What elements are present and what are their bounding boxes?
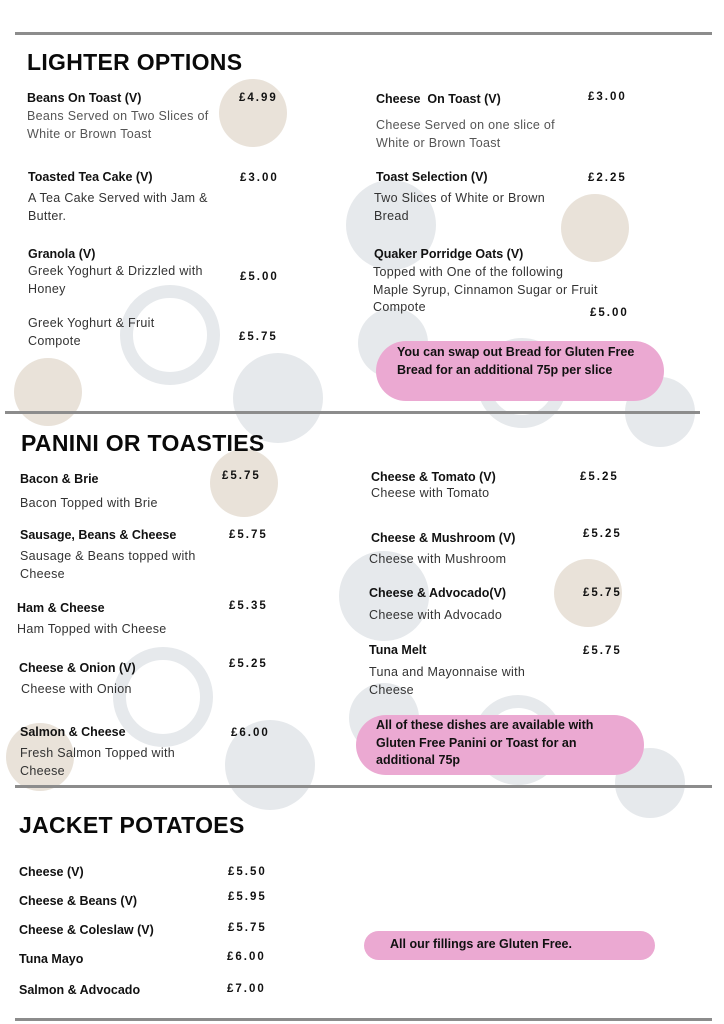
section-title: PANINI OR TOASTIES — [21, 430, 265, 456]
item-description: Fresh Salmon Topped with Cheese — [20, 746, 175, 778]
item-price: £4.99 — [239, 92, 278, 104]
decor-dot — [210, 449, 278, 517]
item-name: Cheese & Mushroom (V) — [371, 531, 516, 545]
item-price: £5.25 — [229, 658, 268, 670]
item-description: Ham Topped with Cheese — [17, 622, 167, 636]
item-price: £6.00 — [227, 951, 266, 963]
item-description: Topped with One of the following Maple Syrup, Cinnamon Sugar or Fruit Compote — [373, 265, 598, 314]
decor-dot — [14, 358, 82, 426]
decor-dot — [219, 79, 287, 147]
item-price: £6.00 — [231, 727, 270, 739]
item-name: Toast Selection (V) — [376, 170, 488, 184]
gluten-free-note: All our fillings are Gluten Free. — [364, 931, 655, 960]
item-name: Quaker Porridge Oats (V) — [374, 247, 524, 261]
item-price: £2.25 — [588, 172, 627, 184]
item-price: £7.00 — [227, 983, 266, 995]
section-title: JACKET POTATOES — [19, 812, 245, 838]
item-description: Cheese with Tomato — [371, 486, 490, 500]
item-name: Toasted Tea Cake (V) — [28, 170, 153, 184]
item-name: Cheese (V) — [19, 865, 84, 879]
item-name: Cheese On Toast (V) — [376, 92, 501, 106]
item-price: £3.00 — [588, 91, 627, 103]
item-description: Cheese with Mushroom — [369, 552, 507, 566]
section-title: LIGHTER OPTIONS — [27, 49, 243, 75]
item-name: Ham & Cheese — [17, 601, 105, 615]
item-price: £5.75 — [583, 587, 622, 599]
item-description: Greek Yoghurt & Drizzled with Honey — [28, 264, 203, 296]
item-name: Sausage, Beans & Cheese — [20, 528, 177, 542]
item-description: Cheese with Onion — [21, 682, 132, 696]
divider — [15, 785, 712, 788]
item-price: £5.00 — [240, 271, 279, 283]
item-price: £5.75 — [228, 922, 267, 934]
item-description: Beans Served on Two Slices of White or Brown Toast — [27, 109, 209, 141]
item-description: Sausage & Beans topped with Cheese — [20, 549, 196, 581]
item-price: £5.95 — [228, 891, 267, 903]
item-price: £5.25 — [583, 528, 622, 540]
item-price: £5.75 — [222, 470, 261, 482]
divider — [15, 32, 712, 35]
item-name: Cheese & Advocado(V) — [369, 586, 507, 600]
item-price: £5.35 — [229, 600, 268, 612]
item-description: Two Slices of White or Brown Bread — [374, 191, 545, 223]
item-price: £3.00 — [240, 172, 279, 184]
item-name: Beans On Toast (V) — [27, 91, 142, 105]
item-price: £5.00 — [590, 307, 629, 319]
item-description: Bacon Topped with Brie — [20, 496, 158, 510]
gluten-free-note: All of these dishes are available with Gluten Free Panini or Toast for an additional 75p — [356, 715, 644, 775]
item-price: £5.25 — [580, 471, 619, 483]
item-name: Bacon & Brie — [20, 472, 99, 486]
item-name: Cheese & Beans (V) — [19, 894, 138, 908]
item-price: £5.75 — [239, 331, 278, 343]
gluten-free-note: You can swap out Bread for Gluten Free Bread for an additional 75p per slice — [376, 341, 664, 401]
item-name: Cheese & Onion (V) — [19, 661, 136, 675]
item-price: £5.75 — [583, 645, 622, 657]
item-description: Greek Yoghurt & Fruit Compote — [28, 316, 155, 348]
item-name: Granola (V) — [28, 247, 96, 261]
item-description: Cheese with Advocado — [369, 608, 503, 622]
item-description: Cheese Served on one slice of White or Brown Toast — [376, 118, 555, 150]
item-name: Cheese & Coleslaw (V) — [19, 923, 154, 937]
divider — [5, 411, 700, 414]
item-name: Tuna Melt — [369, 643, 427, 657]
item-name: Salmon & Cheese — [20, 725, 126, 739]
item-price: £5.75 — [229, 529, 268, 541]
item-name: Cheese & Tomato (V) — [371, 470, 496, 484]
item-description: A Tea Cake Served with Jam & Butter. — [28, 191, 208, 223]
item-price: £5.50 — [228, 866, 267, 878]
item-description: Tuna and Mayonnaise with Cheese — [369, 665, 526, 697]
item-name: Tuna Mayo — [19, 952, 84, 966]
item-name: Salmon & Advocado — [19, 983, 141, 997]
divider — [15, 1018, 712, 1021]
